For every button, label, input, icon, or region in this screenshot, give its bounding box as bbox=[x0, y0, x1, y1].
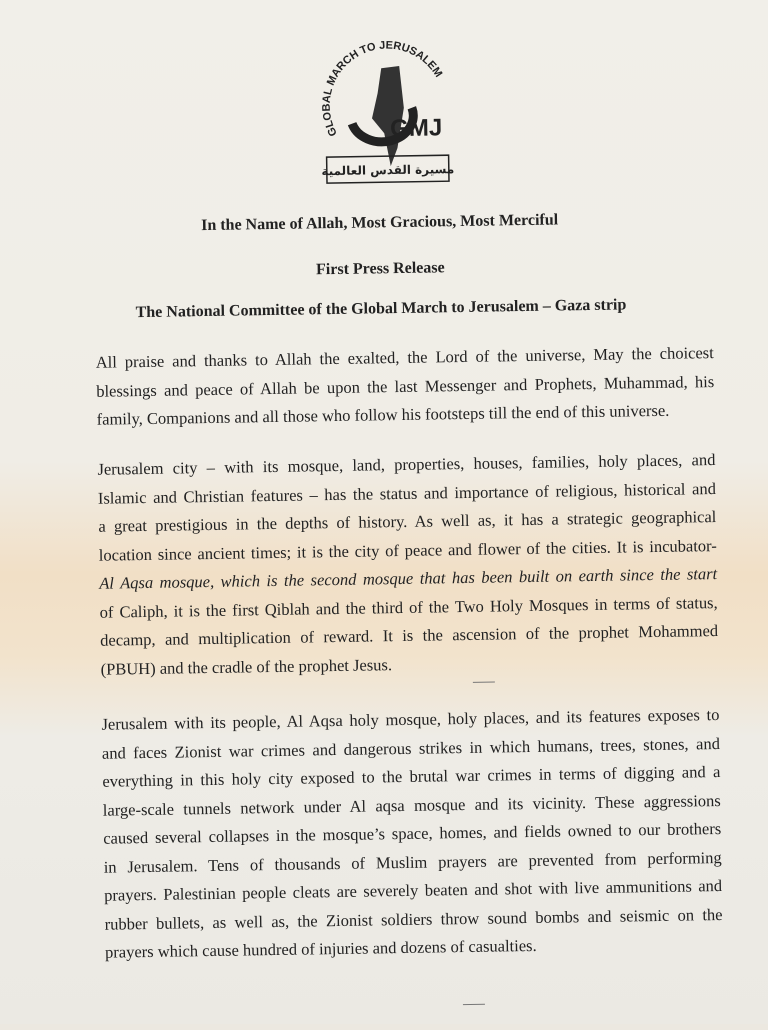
text-line: Jerusalem city – with its mosque, land, properties, houses, families, holy places, and bbox=[97, 450, 716, 479]
text-line: of Caliph, it is the first Qiblah and the third of the Two Holy Mosques in terms of status, bbox=[99, 592, 718, 622]
logo-arc-text: GLOBAL MARCH TO JERUSALEM bbox=[320, 39, 445, 138]
text-line: rubber bullets, as well as, the Zionist soldiers throw sound bombs and seismic on the bbox=[104, 904, 723, 934]
text-line: prayers. Palestinian people cleats are severely beaten and shot with live ammunitions and bbox=[104, 875, 723, 905]
paragraph-2 bbox=[97, 446, 719, 684]
text-line: Al Aqsa mosque, which is the second mosque that has been built on earth since the start bbox=[99, 564, 718, 593]
text-line: Islamic and Christian features – has the status and importance of religious, historical and bbox=[97, 478, 717, 508]
gmj-logo bbox=[311, 37, 463, 189]
text-line: caused several collapses in the mosque’s space, homes, and fields owned to our brothers bbox=[103, 818, 722, 848]
text-line: Jerusalem with its people, Al Aqsa holy mosque, holy places, and its features exposes to bbox=[101, 705, 720, 734]
logo-initials: GMJ bbox=[389, 114, 443, 143]
text-line: large-scale tunnels network under Al aqsa mosque and its vicinity. These aggressions bbox=[102, 790, 721, 820]
paragraph-1 bbox=[96, 339, 715, 434]
stray-mark bbox=[473, 682, 495, 683]
text-line: and faces Zionist war crimes and dangerous strikes in which humans, trees, stones, and bbox=[101, 733, 721, 763]
text-line: decamp, and multiplication of reward. It is the ascension of the prophet Mohammed bbox=[100, 621, 719, 650]
text-line: family, Companions and all those who follow his footsteps till the end of this universe. bbox=[96, 400, 670, 429]
heading-basmala: In the Name of Allah, Most Gracious, Most Merciful bbox=[201, 211, 559, 235]
text-line: a great prestigious in the depths of history. As well as, it has a strategic geographical bbox=[98, 507, 717, 536]
heading-committee: The National Committee of the Global March to Jerusalem – Gaza strip bbox=[135, 296, 627, 322]
text-line: in Jerusalem. Tens of thousands of Muslim prayers are prevented from performing bbox=[103, 847, 722, 877]
paragraph-3 bbox=[101, 701, 723, 967]
text-line: location since ancient times; it is the city of peace and flower of the cities. It is incubator- bbox=[98, 535, 717, 565]
text-line: (PBUH) and the cradle of the prophet Jesus. bbox=[100, 654, 393, 679]
text-line: All praise and thanks to Allah the exalted, the Lord of the universe, May the choicest bbox=[95, 343, 714, 372]
text-line: prayers which cause hundred of injuries and dozens of casualties. bbox=[104, 935, 537, 962]
text-line: everything in this holy city exposed to the brutal war crimes in terms of digging and a bbox=[102, 762, 721, 791]
heading-press-release: First Press Release bbox=[315, 259, 445, 279]
logo-arabic-text: مسيرة القدس العالمية bbox=[321, 162, 455, 179]
stray-mark bbox=[463, 1004, 485, 1005]
text-line: blessings and peace of Allah be upon the last Messenger and Prophets, Muhammad, his bbox=[96, 371, 715, 401]
